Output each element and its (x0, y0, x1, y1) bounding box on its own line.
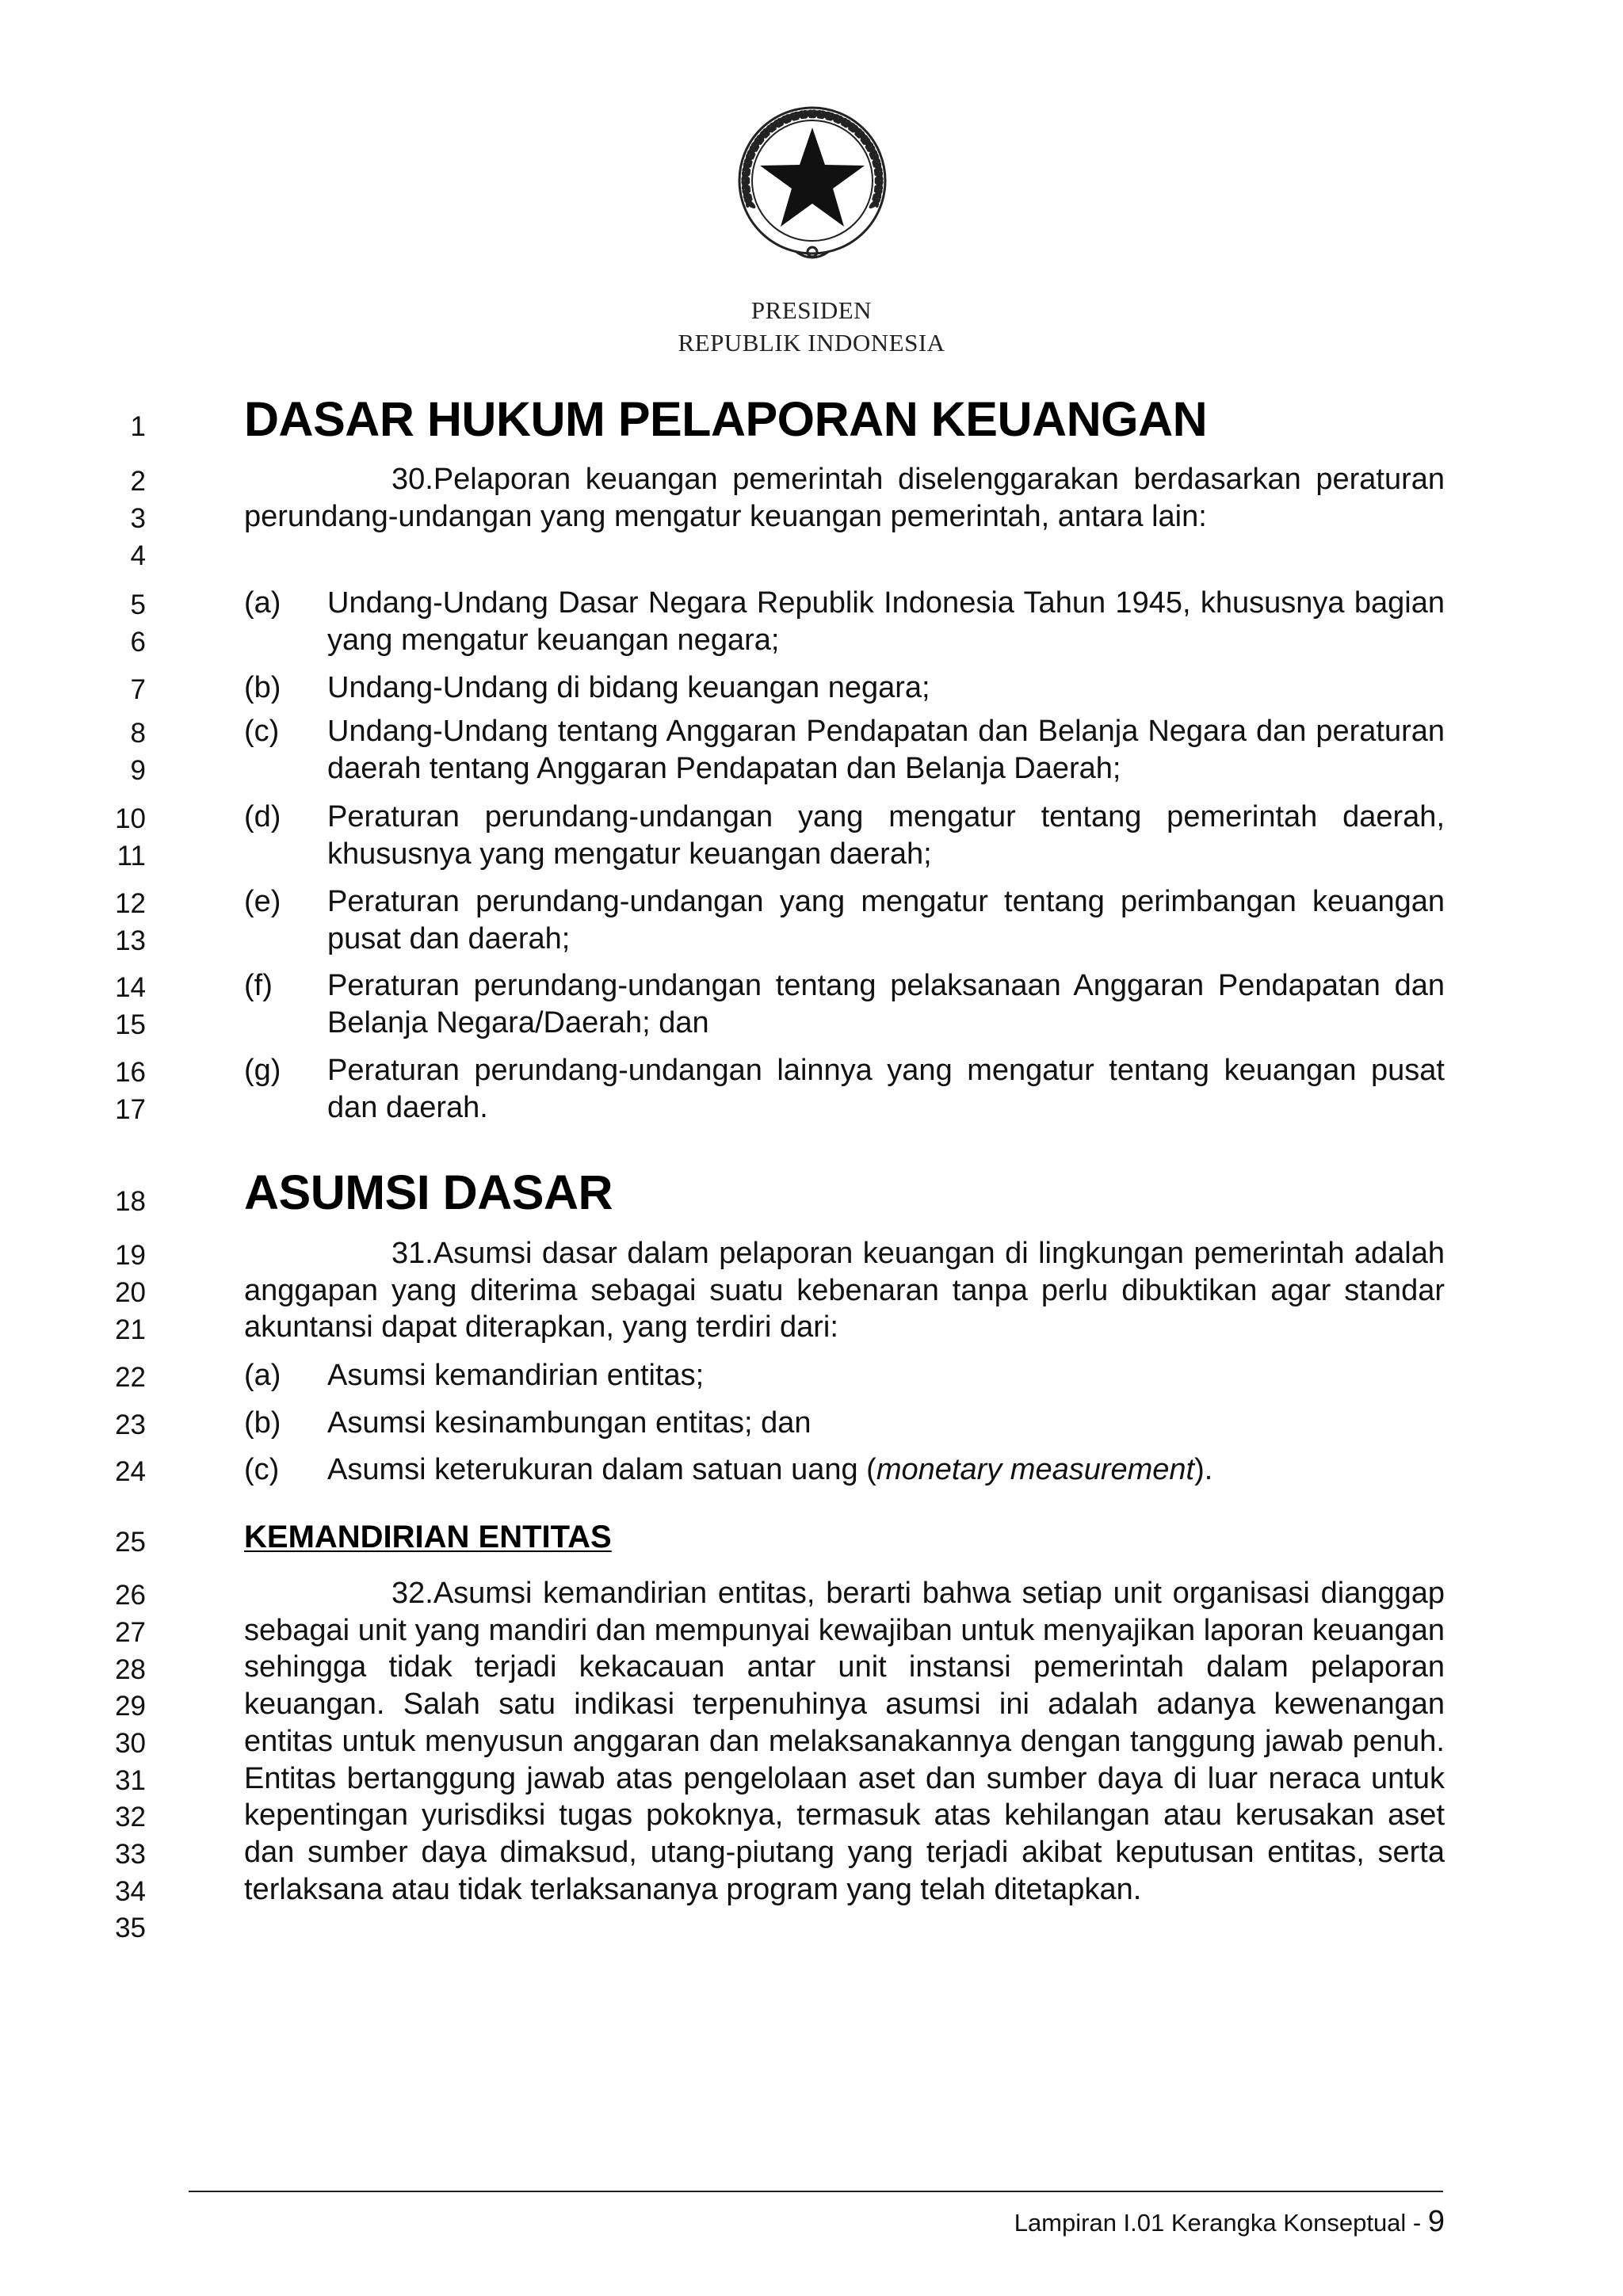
line-number: 13 (115, 925, 146, 956)
line-number: 21 (115, 1314, 146, 1345)
line-number: 35 (115, 1913, 146, 1943)
list-item-text-after: ). (1194, 1453, 1213, 1486)
line-number: 24 (115, 1456, 146, 1487)
line-number: 31 (115, 1765, 146, 1796)
line-number: 20 (115, 1277, 146, 1308)
line-number: 16 (115, 1057, 146, 1088)
list-item (244, 585, 1445, 658)
list-item (244, 1405, 1445, 1442)
list-item-marker: (f) (244, 969, 273, 1002)
paragraph-text: Pelaporan keuangan pemerintah diselenggarakan berdasarkan peraturan perundang-undangan yang mengatur keuangan pemerintah, antara lain: (244, 463, 1445, 533)
line-number: 17 (115, 1094, 146, 1125)
list-item-text: Undang-Undang di bidang keuangan negara; (327, 671, 930, 704)
list-item-marker: (g) (244, 1054, 281, 1087)
section-title-dasar-hukum: DASAR HUKUM PELAPORAN KEUANGAN (244, 392, 1208, 446)
list-item (244, 799, 1445, 872)
line-number: 6 (130, 627, 146, 658)
list-item-text: Asumsi kesinambungan entitas; dan (327, 1406, 812, 1440)
line-number: 28 (115, 1654, 146, 1685)
paragraph-number: 32. (391, 1577, 433, 1610)
list-item (244, 669, 1445, 707)
line-number: 19 (115, 1240, 146, 1271)
line-number: 34 (115, 1876, 146, 1907)
line-number: 33 (115, 1839, 146, 1870)
list-item-marker: (d) (244, 800, 281, 833)
paragraph-31 (244, 1235, 1445, 1346)
line-number: 32 (115, 1802, 146, 1833)
line-number: 14 (115, 972, 146, 1003)
line-number: 26 (115, 1580, 146, 1611)
paragraph-32 (244, 1575, 1445, 1908)
line-number: 3 (130, 503, 146, 534)
paragraph-text: Asumsi kemandirian entitas, berarti bahwa setiap unit organisasi dianggap sebagai unit yang mandiri dan mempunyai kewajiban untuk menyajikan laporan keuangan sehingga tidak terjadi kekacauan antar unit instansi pemerintah dalam pelaporan keuangan. Salah satu indikasi terpenuhinya asumsi ini adalah adanya kewenangan entitas untuk menyusun anggaran dan melaksanakannya dengan tanggung jawab penuh. Entitas bertanggung jawab atas pengelolaan aset dan sumber daya di luar neraca untuk kepentingan yurisdiksi tugas pokoknya, termasuk atas kehilangan atau kerusakan aset dan sumber daya dimaksud, utang-piutang yang terjadi akibat keputusan entitas, serta terlaksana atau tidak terlaksananya program yang telah ditetapkan. (244, 1577, 1445, 1906)
list-item-text (327, 1451, 1445, 1489)
list-item (244, 1357, 1445, 1394)
paragraph-number: 30. (391, 463, 433, 496)
line-number: 12 (115, 888, 146, 919)
line-number: 9 (130, 755, 146, 786)
list-item-text: Peraturan perundang-undangan yang mengatur tentang pemerintah daerah, khususnya yang mengatur keuangan daerah; (327, 800, 1445, 871)
list-item (244, 967, 1445, 1041)
line-number: 29 (115, 1691, 146, 1722)
line-number: 25 (115, 1527, 146, 1558)
line-number: 22 (115, 1362, 146, 1393)
list-item-marker: (e) (244, 885, 281, 918)
list-item-marker: (a) (244, 586, 281, 620)
section-title-asumsi-dasar: ASUMSI DASAR (244, 1165, 613, 1219)
paragraph-text: Asumsi dasar dalam pelaporan keuangan di lingkungan pemerintah adalah anggapan yang diterima sebagai suatu kebenaran tanpa perlu dibuktikan agar standar akuntansi dapat diterapkan, yang terdiri dari: (244, 1237, 1445, 1344)
list-item-marker: (a) (244, 1359, 281, 1392)
line-number: 4 (130, 540, 146, 571)
line-number: 5 (130, 589, 146, 620)
list-item-text: Peraturan perundang-undangan lainnya yang mengatur tentang keuangan pusat dan daerah. (327, 1054, 1445, 1124)
line-number: 23 (115, 1409, 146, 1440)
paragraph-number: 31. (391, 1237, 433, 1270)
footer-label: Lampiran I.01 Kerangka Konseptual - (1014, 2209, 1428, 2237)
line-number: 1 (130, 411, 146, 442)
list-item-marker: (b) (244, 671, 281, 704)
line-number: 8 (130, 718, 146, 749)
subsection-title-kemandirian-entitas: KEMANDIRIAN ENTITAS (244, 1520, 612, 1554)
page-footer (1014, 2205, 1445, 2239)
line-number: 2 (130, 466, 146, 497)
line-number: 11 (116, 841, 146, 871)
footer-divider (189, 2191, 1443, 2192)
list-item-text-before: Asumsi keterukuran dalam satuan uang ( (327, 1453, 876, 1486)
line-number: 10 (115, 803, 146, 834)
list-item-marker: (b) (244, 1406, 281, 1440)
list-item (244, 1451, 1445, 1489)
list-item-marker: (c) (244, 1453, 280, 1486)
line-number: 15 (115, 1009, 146, 1040)
header-presiden: PRESIDEN (750, 296, 873, 324)
line-number: 27 (115, 1617, 146, 1648)
list-item (244, 713, 1445, 787)
list-item (244, 883, 1445, 957)
list-item (244, 1052, 1445, 1126)
line-number: 30 (115, 1728, 146, 1759)
list-item-text-italic: monetary measurement (876, 1453, 1195, 1486)
list-item-marker: (c) (244, 715, 280, 748)
presidential-emblem-icon (713, 84, 911, 282)
paragraph-30 (244, 461, 1445, 535)
list-item-text: Undang-Undang Dasar Negara Republik Indonesia Tahun 1945, khususnya bagian yang mengatur keuangan negara; (327, 586, 1445, 657)
list-item-text: Peraturan perundang-undangan tentang pelaksanaan Anggaran Pendapatan dan Belanja Negara/Daerah; dan (327, 969, 1445, 1039)
line-number: 7 (130, 674, 146, 705)
line-number: 18 (115, 1186, 146, 1217)
page-number: 9 (1427, 2205, 1445, 2238)
header-republik-indonesia: REPUBLIK INDONESIA (678, 329, 945, 357)
list-item-text: Peraturan perundang-undangan yang mengatur tentang perimbangan keuangan pusat dan daerah; (327, 885, 1445, 955)
list-item-text: Undang-Undang tentang Anggaran Pendapatan dan Belanja Negara dan peraturan daerah tentang Anggaran Pendapatan dan Belanja Daerah; (327, 715, 1445, 785)
list-item-text: Asumsi kemandirian entitas; (327, 1359, 705, 1392)
